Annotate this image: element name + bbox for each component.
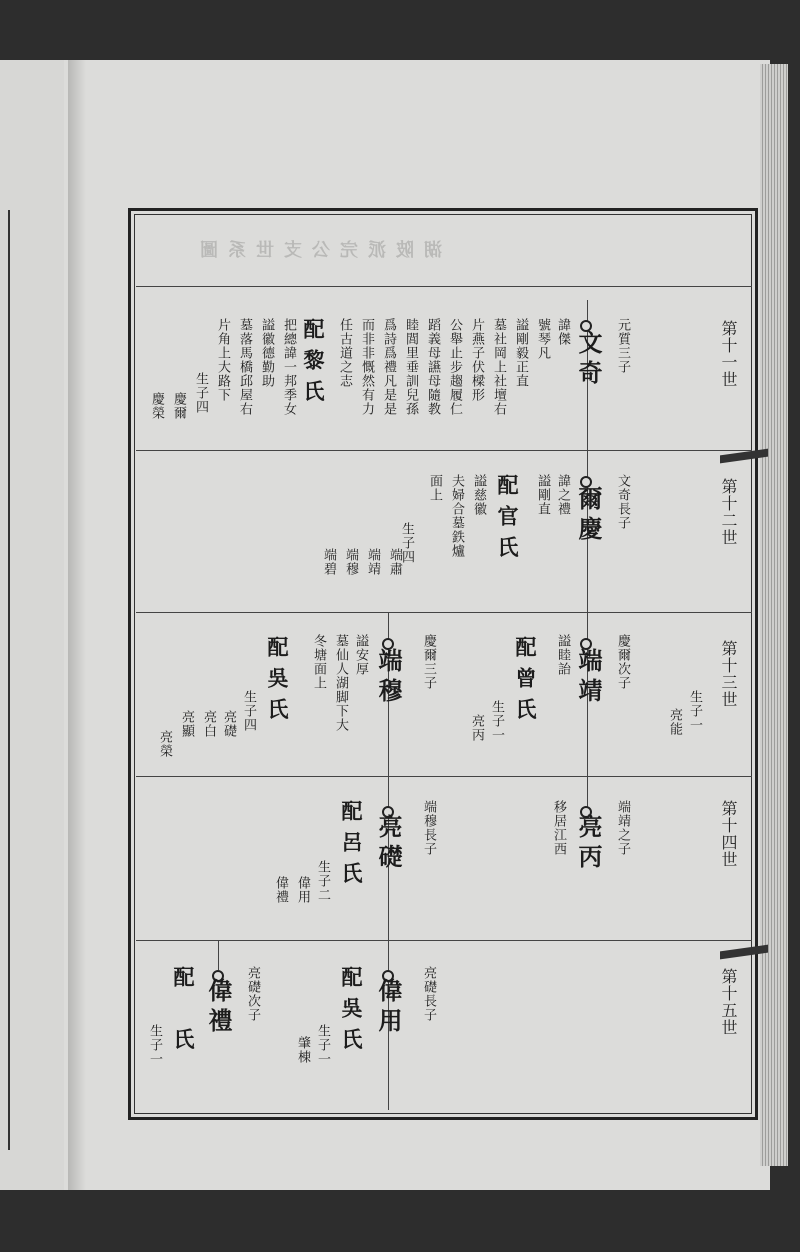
wenqi-spouse: 配黎氏 bbox=[301, 318, 326, 411]
duanjing-son: 亮丙 bbox=[469, 714, 484, 742]
erqing-spouse: 配官氏 bbox=[495, 474, 520, 567]
duanmu-son: 亮顯 bbox=[179, 710, 194, 738]
weiyong-sons-count: 生子一 bbox=[315, 1024, 330, 1066]
wenqi-son: 慶爾 bbox=[171, 392, 186, 420]
wenqi-bio-line: 任古道之志 bbox=[337, 318, 352, 388]
page-edges bbox=[760, 64, 788, 1166]
liangchu-spouse: 配呂氏 bbox=[339, 800, 364, 893]
weili-spouse: 配 氏 bbox=[171, 966, 196, 1059]
wenqi-spouse-bio-line: 謚徽德勤助 bbox=[259, 318, 274, 388]
tree-line-weili bbox=[218, 940, 219, 970]
wenqi-name: 文奇 bbox=[574, 330, 603, 390]
left-page-border bbox=[0, 210, 10, 1150]
duanmu-bio-line: 冬塘面上 bbox=[311, 634, 326, 690]
duanmu-bio-line: 墓仙人湖脚下大 bbox=[333, 634, 348, 732]
wenqi-bio-line: 號琴凡 bbox=[535, 318, 550, 360]
wenqi-spouse-bio-line: 墓落馬橋邱屋右 bbox=[237, 318, 252, 416]
duanjing-name: 端靖 bbox=[574, 648, 603, 708]
erqing-son: 端靖 bbox=[365, 548, 380, 576]
tree-line-gen15-branch bbox=[218, 940, 388, 941]
duanmu-spouse: 配吳氏 bbox=[265, 636, 290, 729]
duanjing-spouse: 配曾氏 bbox=[513, 636, 538, 729]
weili-sons-count: 生子一 bbox=[147, 1024, 162, 1066]
right-note-son: 亮能 bbox=[667, 708, 682, 736]
erqing-spouse-bio-line: 謚慈徽 bbox=[471, 474, 486, 516]
wenqi-sons-count: 生子四 bbox=[193, 372, 208, 414]
wenqi-spouse-bio-line: 把總諱一邦季女 bbox=[281, 318, 296, 416]
weiyong-son: 肇棟 bbox=[295, 1036, 310, 1064]
divider-top bbox=[136, 286, 752, 287]
divider-gen12 bbox=[136, 450, 752, 451]
liangbing-order: 端靖之子 bbox=[615, 800, 630, 856]
erqing-son: 端穆 bbox=[343, 548, 358, 576]
gen-label-12: 第十二世 bbox=[719, 478, 738, 546]
page-gutter bbox=[68, 60, 86, 1190]
duanmu-son: 亮榮 bbox=[157, 730, 172, 758]
liangchu-name: 亮礎 bbox=[374, 814, 403, 874]
wenqi-bio-line: 蹈義母讌母隨教 bbox=[425, 318, 440, 416]
liangchu-son: 偉用 bbox=[295, 876, 310, 904]
weili-order: 亮礎次子 bbox=[245, 966, 260, 1022]
liangbing-bio-line: 移居江西 bbox=[551, 800, 566, 856]
liangchu-son: 偉禮 bbox=[273, 876, 288, 904]
wenqi-bio-line: 爲詩爲禮凡是是 bbox=[381, 318, 396, 416]
wenqi-son: 慶榮 bbox=[149, 392, 164, 420]
gen-label-15: 第十五世 bbox=[719, 968, 738, 1036]
wenqi-bio-line: 墓社岡上社壇右 bbox=[491, 318, 506, 416]
wenqi-bio-line: 而非非慨然有力 bbox=[359, 318, 374, 416]
liangbing-name: 亮丙 bbox=[574, 814, 603, 874]
wenqi-bio-line: 公舉止步趨履仁 bbox=[447, 318, 462, 416]
erqing-sons-count: 生子四 bbox=[399, 522, 414, 564]
erqing-order: 文奇長子 bbox=[615, 474, 630, 530]
erqing-spouse-bio-line: 面上 bbox=[427, 474, 442, 502]
wenqi-spouse-bio-line: 片角上大路下 bbox=[215, 318, 230, 402]
erqing-name: 爾慶 bbox=[574, 486, 603, 546]
duanjing-sons-count: 生子一 bbox=[489, 700, 504, 742]
tree-line-gen13-branch bbox=[388, 612, 588, 613]
left-page bbox=[0, 60, 66, 1190]
duanmu-order: 慶爾三子 bbox=[421, 634, 436, 690]
divider-gen14 bbox=[136, 776, 752, 777]
wenqi-bio-line: 謚剛毅正直 bbox=[513, 318, 528, 388]
weiyong-order: 亮礎長子 bbox=[421, 966, 436, 1022]
wenqi-bio-line: 片燕子伏樑形 bbox=[469, 318, 484, 402]
liangchu-order: 端穆長子 bbox=[421, 800, 436, 856]
liangchu-sons-count: 生子二 bbox=[315, 860, 330, 902]
weiyong-spouse: 配吳氏 bbox=[339, 966, 364, 1059]
erqing-bio-line: 謚剛直 bbox=[535, 474, 550, 516]
gen-label-11: 第十一世 bbox=[719, 320, 738, 388]
duanmu-sons-count: 生子四 bbox=[241, 690, 256, 732]
duanjing-order: 慶爾次子 bbox=[615, 634, 630, 690]
weiyong-name: 偉用 bbox=[374, 978, 403, 1038]
duanmu-son: 亮礎 bbox=[221, 710, 236, 738]
erqing-son: 端碧 bbox=[321, 548, 336, 576]
weili-name: 偉禮 bbox=[204, 978, 233, 1038]
right-note-sons-count: 生子一 bbox=[687, 690, 702, 732]
wenqi-bio-line: 諱傑 bbox=[555, 318, 570, 346]
erqing-son: 端肅 bbox=[387, 548, 402, 576]
gen-label-13: 第十三世 bbox=[719, 640, 738, 708]
duanmu-son: 亮白 bbox=[201, 710, 216, 738]
duanmu-bio-line: 謚安厚 bbox=[353, 634, 368, 676]
wenqi-order: 元質三子 bbox=[615, 318, 630, 374]
erqing-spouse-bio-line: 夫婦合墓鉄爐 bbox=[449, 474, 464, 558]
duanmu-name: 端穆 bbox=[374, 648, 403, 708]
duanjing-bio-line: 謚睦詒 bbox=[555, 634, 570, 676]
wenqi-bio-line: 睦閭里垂訓兒孫 bbox=[403, 318, 418, 416]
gen-label-14: 第十四世 bbox=[719, 800, 738, 868]
header-ghost: 湖陂派完公支世系圖 bbox=[190, 240, 442, 261]
erqing-bio-line: 諱之禮 bbox=[555, 474, 570, 516]
